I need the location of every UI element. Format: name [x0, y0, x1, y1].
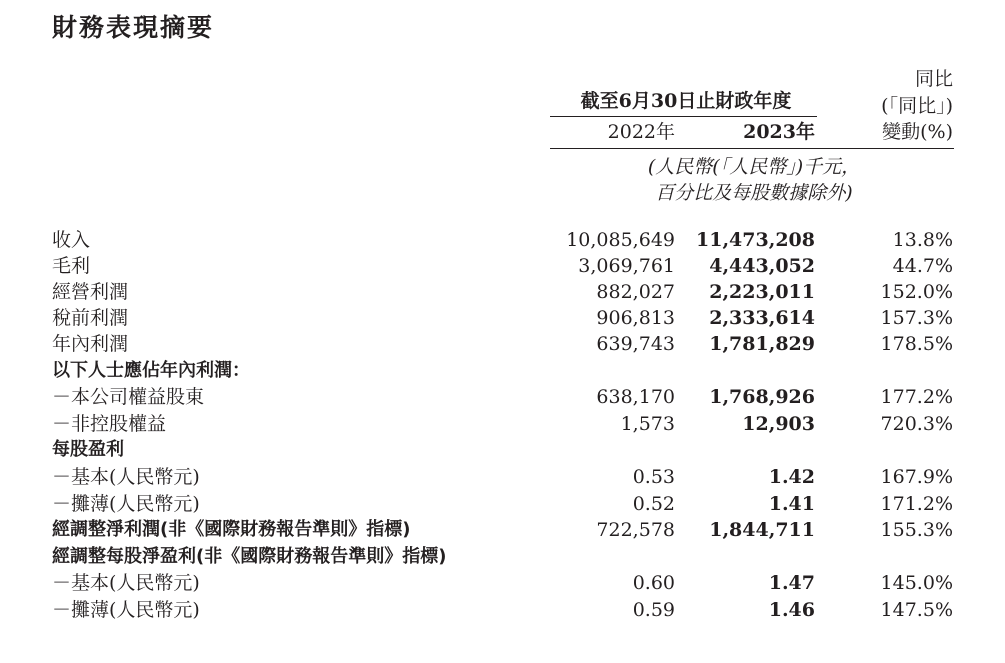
- value-2023: 2,333,614: [709, 307, 815, 329]
- row-label: 收入: [52, 229, 91, 251]
- value-2023: 1.41: [768, 493, 815, 515]
- value-2023: 4,443,052: [709, 255, 815, 277]
- table-row: [0, 464, 1005, 490]
- value-2022: 882,027: [596, 281, 675, 303]
- row-label: 年內利潤: [52, 333, 129, 355]
- section-label: 經調整每股淨盈利(非《國際財務報告準則》指標): [52, 546, 447, 567]
- table-section-row: [0, 358, 1005, 384]
- row-label: －攤薄(人民幣元): [52, 599, 200, 621]
- row-label: 經營利潤: [52, 281, 129, 303]
- value-2023: 1.46: [768, 599, 815, 621]
- table-row: [0, 411, 1005, 437]
- table-row: [0, 384, 1005, 410]
- period-header: 截至6月30日止財政年度: [580, 90, 792, 112]
- table-row: [0, 279, 1005, 305]
- yoy-header-line3: 變動(%): [882, 121, 953, 143]
- value-yoy: 178.5%: [880, 333, 953, 355]
- value-2023: 12,903: [742, 413, 815, 435]
- table-row: [0, 227, 1005, 253]
- table-section-row: [0, 437, 1005, 463]
- value-2022: 0.60: [632, 572, 675, 594]
- value-yoy: 152.0%: [880, 281, 953, 303]
- value-2022: 722,578: [596, 519, 675, 541]
- value-yoy: 167.9%: [880, 466, 953, 488]
- table-row: [0, 491, 1005, 517]
- value-2022: 0.53: [632, 466, 675, 488]
- unit-note-line2: 百分比及每股數據除外): [655, 182, 853, 204]
- value-yoy: 13.8%: [892, 229, 953, 251]
- year-2022-header: 2022年: [607, 121, 675, 143]
- value-2022: 639,743: [596, 333, 675, 355]
- value-yoy: 171.2%: [880, 493, 953, 515]
- value-2022: 3,069,761: [578, 255, 675, 277]
- row-label: 毛利: [52, 255, 91, 277]
- row-label: －攤薄(人民幣元): [52, 493, 200, 515]
- table-row: [0, 570, 1005, 596]
- value-yoy: 177.2%: [880, 386, 953, 408]
- page-title: 財務表現摘要: [52, 13, 215, 42]
- value-2023: 2,223,011: [709, 281, 815, 303]
- value-2022: 0.52: [632, 493, 675, 515]
- table-row: [0, 305, 1005, 331]
- value-yoy: 145.0%: [880, 572, 953, 594]
- row-label: －基本(人民幣元): [52, 572, 200, 594]
- year-2023-header: 2023年: [743, 121, 815, 143]
- value-2022: 10,085,649: [566, 229, 675, 251]
- table-row: [0, 331, 1005, 357]
- table-row: [0, 253, 1005, 279]
- row-label: －基本(人民幣元): [52, 466, 200, 488]
- value-2023: 11,473,208: [696, 229, 815, 251]
- table-row: [0, 517, 1005, 543]
- value-2022: 0.59: [632, 599, 675, 621]
- table-section-row: [0, 544, 1005, 570]
- value-2022: 638,170: [596, 386, 675, 408]
- unit-note-line1: (人民幣(「人民幣」)千元，: [647, 156, 861, 178]
- value-2022: 1,573: [620, 413, 675, 435]
- yoy-header-line1: 同比: [914, 68, 953, 90]
- rule-under-years: [550, 148, 954, 149]
- table-row: [0, 597, 1005, 623]
- value-yoy: 44.7%: [892, 255, 953, 277]
- value-yoy: 155.3%: [880, 519, 953, 541]
- value-2023: 1,844,711: [709, 519, 815, 541]
- value-2023: 1,768,926: [709, 386, 815, 408]
- section-label: 以下人士應佔年內利潤：: [52, 360, 250, 381]
- value-2022: 906,813: [596, 307, 675, 329]
- value-yoy: 720.3%: [880, 413, 953, 435]
- row-label: 稅前利潤: [52, 307, 129, 329]
- value-2023: 1.42: [768, 466, 815, 488]
- yoy-header-line2: (「同比」): [881, 95, 953, 117]
- row-label: －本公司權益股東: [52, 386, 205, 408]
- value-yoy: 147.5%: [880, 599, 953, 621]
- row-label: 經調整淨利潤(非《國際財務報告準則》指標): [52, 519, 411, 540]
- value-yoy: 157.3%: [880, 307, 953, 329]
- value-2023: 1,781,829: [709, 333, 815, 355]
- rule-under-period: [550, 116, 817, 117]
- value-2023: 1.47: [768, 572, 815, 594]
- section-label: 每股盈利: [52, 439, 124, 460]
- row-label: －非控股權益: [52, 413, 167, 435]
